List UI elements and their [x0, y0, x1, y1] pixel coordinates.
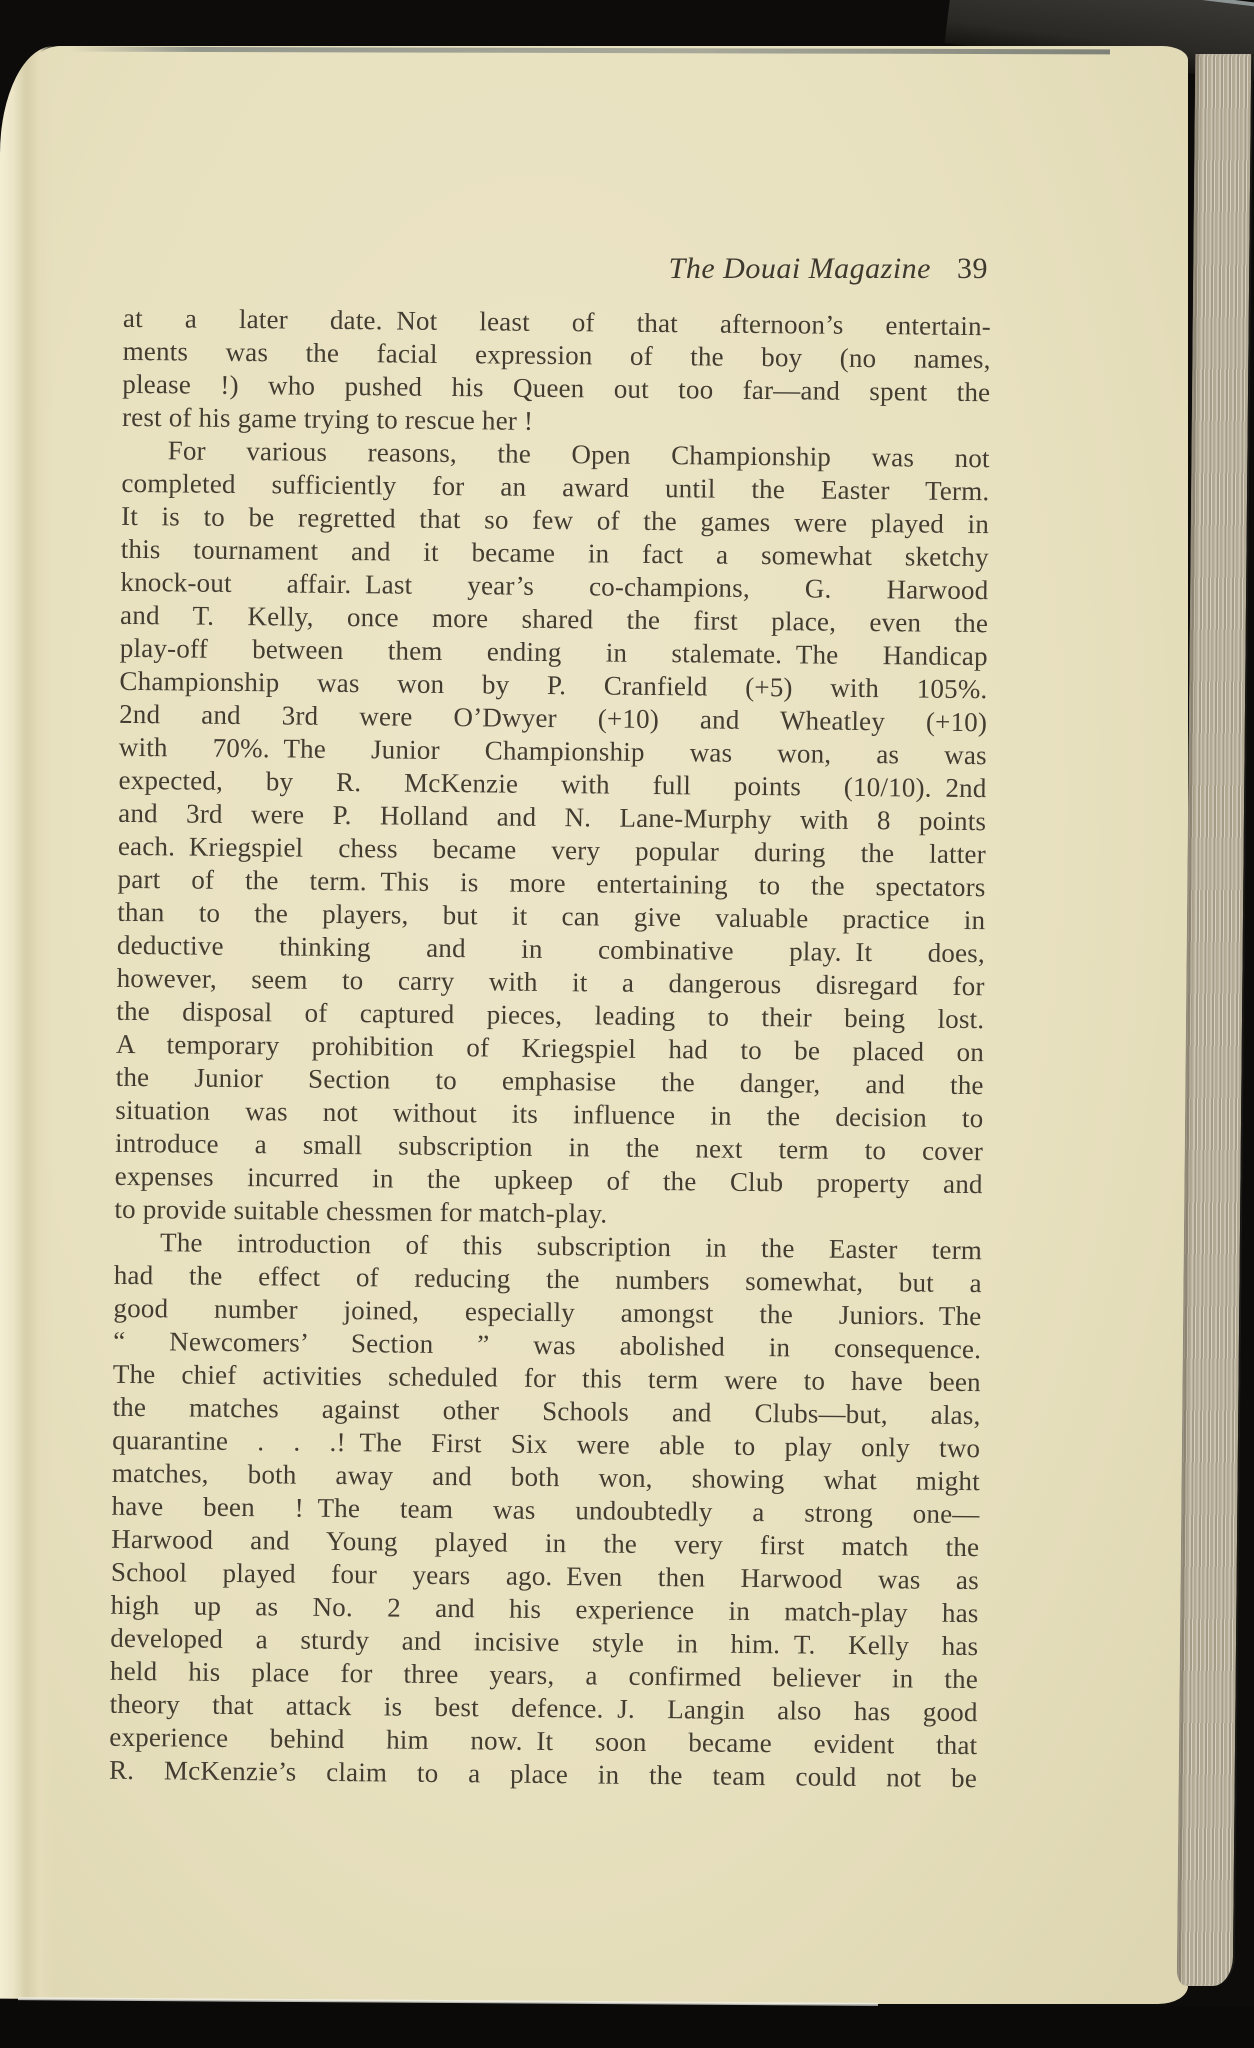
text-line: rest of his game trying to rescue her !	[121, 401, 534, 436]
text-line: at a later date. Not least of that afternoon’s entertain-	[122, 302, 992, 342]
text-line: the Junior Section to emphasise the danger, and the	[115, 1061, 984, 1101]
text-line: each. Kriegspiel chess became very popular during the latter	[117, 830, 987, 870]
text-line: School played four years ago. Even then Harwood was as	[110, 1556, 980, 1596]
text-line: expected, by R. McKenzie with full points (10/10). 2nd	[118, 764, 987, 804]
running-head	[669, 252, 988, 286]
text-line: 2nd and 3rd were O’Dwyer (+10) and Wheatley (+10)	[119, 698, 988, 738]
text-line: completed sufficiently for an award until the Easter Term.	[121, 467, 990, 507]
text-line: developed a sturdy and incisive style in him. T. Kelly has	[110, 1622, 979, 1662]
text-line: ments was the facial expression of the boy (no names,	[122, 335, 991, 375]
text-line: please !) who pushed his Queen out too far—and spent the	[122, 368, 991, 408]
text-column	[109, 302, 991, 1795]
page-top-edge-shadow	[70, 47, 1110, 55]
text-line: For various reasons, the Open Championship was not	[167, 435, 990, 474]
text-line: introduce a small subscription in the next term to cover	[114, 1127, 984, 1167]
page-number: 39	[957, 252, 988, 285]
text-line: knock-out affair. Last year’s co-champions, G. Harwood	[120, 566, 989, 606]
text-line: with 70%. The Junior Championship was won, as was	[118, 731, 987, 771]
text-line: It is to be regretted that so few of the games were played in	[120, 500, 990, 540]
text-line: high up as No. 2 and his experience in match-play has	[110, 1589, 979, 1629]
text-line: the matches against other Schools and Clubs—but, alas,	[112, 1391, 981, 1431]
text-line: held his place for three years, a confirmed believer in the	[109, 1655, 979, 1695]
magazine-page	[0, 46, 1188, 2004]
text-line: expenses incurred in the upkeep of the Club property and	[114, 1160, 983, 1200]
text-line: “ Newcomers’ Section ” was abolished in consequence.	[113, 1325, 982, 1365]
text-line: R. McKenzie’s claim to a place in the team could not be	[108, 1754, 978, 1794]
text-line: quarantine . . .! The First Six were able to play only two	[112, 1424, 981, 1464]
book-fore-edge-pages	[1177, 54, 1254, 1986]
text-line: theory that attack is best defence. J. Langin also has good	[109, 1688, 978, 1728]
text-line: this tournament and it became in fact a somewhat sketchy	[120, 533, 989, 573]
text-line: matches, both away and both won, showing what might	[111, 1457, 981, 1497]
text-line: Championship was won by P. Cranfield (+5) with 105%.	[119, 665, 988, 705]
text-line: than to the players, but it can give valuable practice in	[117, 896, 986, 936]
text-line: and T. Kelly, once more shared the first place, even the	[119, 599, 989, 639]
text-line: situation was not without its influence in the decision to	[115, 1094, 984, 1134]
bottom-background	[0, 1998, 1254, 2048]
text-line: and 3rd were P. Holland and N. Lane-Murphy with 8 points	[118, 797, 987, 837]
text-line: however, seem to carry with it a dangerous disregard for	[116, 962, 985, 1002]
text-line: good number joined, especially amongst the Juniors. The	[113, 1292, 982, 1332]
text-line: had the effect of reducing the numbers somewhat, but a	[113, 1259, 982, 1299]
text-line: experience behind him now. It soon became evident that	[109, 1721, 978, 1761]
magazine-title: The Douai Magazine	[668, 252, 931, 285]
text-line: The chief activities scheduled for this term were to have been	[112, 1358, 981, 1398]
text-line: have been ! The team was undoubtedly a strong one—	[111, 1490, 980, 1530]
text-line: A temporary prohibition of Kriegspiel had to be placed on	[115, 1028, 985, 1068]
text-line: The introduction of this subscription in the Easter term	[159, 1227, 983, 1266]
text-line: Harwood and Young played in the very first match the	[111, 1523, 980, 1563]
text-line: play-off between them ending in stalemate. The Handicap	[119, 632, 988, 672]
text-line: to provide suitable chessmen for match-play.	[114, 1193, 608, 1229]
text-line: the disposal of captured pieces, leading to their being lost.	[116, 995, 985, 1035]
page-left-curl-shadow	[0, 46, 54, 2004]
text-line: part of the term. This is more entertaining to the spectators	[117, 863, 986, 903]
text-line: deductive thinking and in combinative play. It does,	[116, 929, 986, 969]
